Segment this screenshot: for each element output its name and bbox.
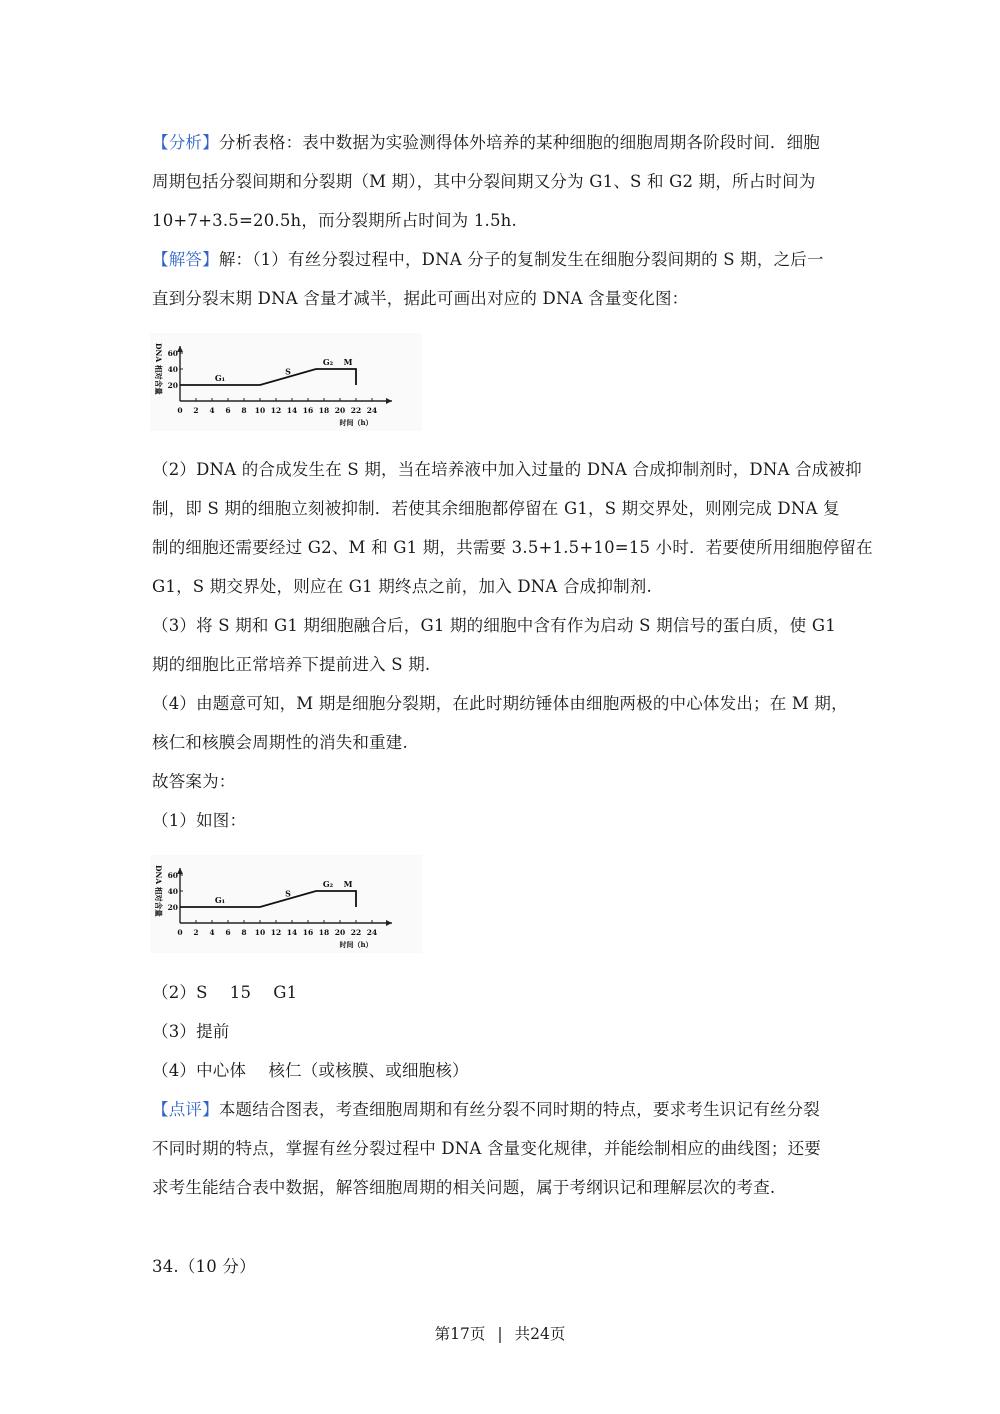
x-tick-label: 20 [334,406,346,415]
x-tick-label: 10 [254,406,266,415]
phase-label: G₁ [214,895,226,905]
question-number: 34.（10 分） [152,1257,256,1276]
solution-line-4: 制，即 S 期的细胞立刻被抑制．若使其余细胞都停留在 G1，S 期交界处，则刚完成 DNA 复 [152,499,840,518]
chart-background [150,333,422,431]
solution-line-8: 期的细胞比正常培养下提前进入 S 期. [152,655,431,674]
phase-label: S [285,888,291,899]
x-axis-label: 时间（h） [339,940,373,949]
x-tick-label: 0 [177,928,183,937]
y-tick-label: 20 [167,381,178,390]
solution-line-3: （2）DNA 的合成发生在 S 期，当在培养液中加入过量的 DNA 合成抑制剂时，DNA 合成被抑 [152,460,862,479]
y-axis-label: DNA 相对含量 [154,865,163,917]
x-tick-label: 8 [241,406,247,415]
analysis-line-3: 10+7+3.5=20.5h，而分裂期所占时间为 1.5h. [152,211,517,230]
solution-line-5: 制的细胞还需要经过 G2、M 和 G1 期，共需要 3.5+1.5+10=15 小时．若要使所用细胞停留在 [152,538,873,557]
x-tick-label: 10 [254,928,266,937]
phase-label: G₂ [322,357,334,367]
answer-heading: 故答案为： [152,772,236,791]
comment-tag: 【点评】 [152,1100,219,1119]
x-tick-label: 6 [225,928,231,937]
answer-4: （4）中心体 核仁（或核膜、或细胞核） [152,1061,469,1080]
comment-line-3: 求考生能结合表中数据，解答细胞周期的相关问题，属于考纲识记和理解层次的考查. [152,1178,776,1197]
solution-tag: 【解答】 [152,250,219,269]
solution-line-1 [152,248,852,272]
solution-line-2: 直到分裂末期 DNA 含量才减半，据此可画出对应的 DNA 含量变化图： [152,289,689,308]
solution-line-6: G1，S 期交界处，则应在 G1 期终点之前，加入 DNA 合成抑制剂. [152,577,652,596]
x-tick-label: 2 [193,928,199,937]
x-axis-label: 时间（h） [339,418,373,427]
solution-text: 解：（1）有丝分裂过程中，DNA 分子的复制发生在细胞分裂间期的 S 期，之后一 [218,250,824,269]
x-tick-label: 16 [302,928,314,937]
x-tick-label: 14 [286,406,298,415]
x-tick-label: 8 [241,928,247,937]
comment-line-2: 不同时期的特点，掌握有丝分裂过程中 DNA 含量变化规律，并能绘制相应的曲线图；还要 [152,1139,821,1158]
analysis-tag: 【分析】 [152,133,219,152]
x-tick-label: 22 [350,928,362,937]
x-tick-label: 18 [318,406,330,415]
answer-3: （3）提前 [152,1022,230,1041]
x-tick-label: 20 [334,928,346,937]
x-tick-label: 16 [302,406,314,415]
x-tick-label: 0 [177,406,183,415]
phase-label: G₂ [322,879,334,889]
phase-label: S [285,366,291,377]
dna-content-chart-1 [150,333,422,431]
x-tick-label: 12 [270,928,282,937]
chart-svg [150,855,422,953]
answer-1: （1）如图： [152,811,247,830]
analysis-line-1 [152,131,852,155]
page-total: 共24页 [514,1325,566,1343]
solution-line-9: （4）由题意可知，M 期是细胞分裂期，在此时期纺锤体由细胞两极的中心体发出；在 M 期， [152,694,848,713]
x-tick-label: 24 [366,406,378,415]
chart-svg [150,333,422,431]
y-tick-label: 40 [167,365,178,374]
chart-background [150,855,422,953]
x-tick-label: 12 [270,406,282,415]
comment-line-1 [152,1098,852,1122]
page-current: 第17页 [434,1325,486,1343]
x-tick-label: 18 [318,928,330,937]
page-footer [0,1322,1000,1344]
x-tick-label: 24 [366,928,378,937]
comment-text: 本题结合图表，考查细胞周期和有丝分裂不同时期的特点，要求考生识记有丝分裂 [218,1100,821,1119]
y-tick-label: 40 [167,887,178,896]
analysis-text: 分析表格：表中数据为实验测得体外培养的某种细胞的细胞周期各阶段时间．细胞 [218,133,821,152]
x-tick-label: 4 [209,406,215,415]
page-separator: | [497,1325,503,1343]
analysis-line-2: 周期包括分裂间期和分裂期（M 期），其中分裂间期又分为 G1、S 和 G2 期，所占时间为 [152,172,816,191]
y-tick-label: 60 [167,871,178,880]
y-tick-label: 60 [167,349,178,358]
phase-label: G₁ [214,373,226,383]
y-axis-label: DNA 相对含量 [154,343,163,395]
phase-label: M [343,357,353,367]
x-tick-label: 6 [225,406,231,415]
y-tick-label: 20 [167,903,178,912]
x-tick-label: 2 [193,406,199,415]
x-tick-label: 4 [209,928,215,937]
answer-2: （2）S 15 G1 [152,983,298,1002]
solution-line-7: （3）将 S 期和 G1 期细胞融合后，G1 期的细胞中含有作为启动 S 期信号的蛋白质，使 G1 [152,616,836,635]
dna-content-chart-2 [150,855,422,953]
x-tick-label: 22 [350,406,362,415]
phase-label: M [343,879,353,889]
x-tick-label: 14 [286,928,298,937]
solution-line-10: 核仁和核膜会周期性的消失和重建. [152,733,408,752]
